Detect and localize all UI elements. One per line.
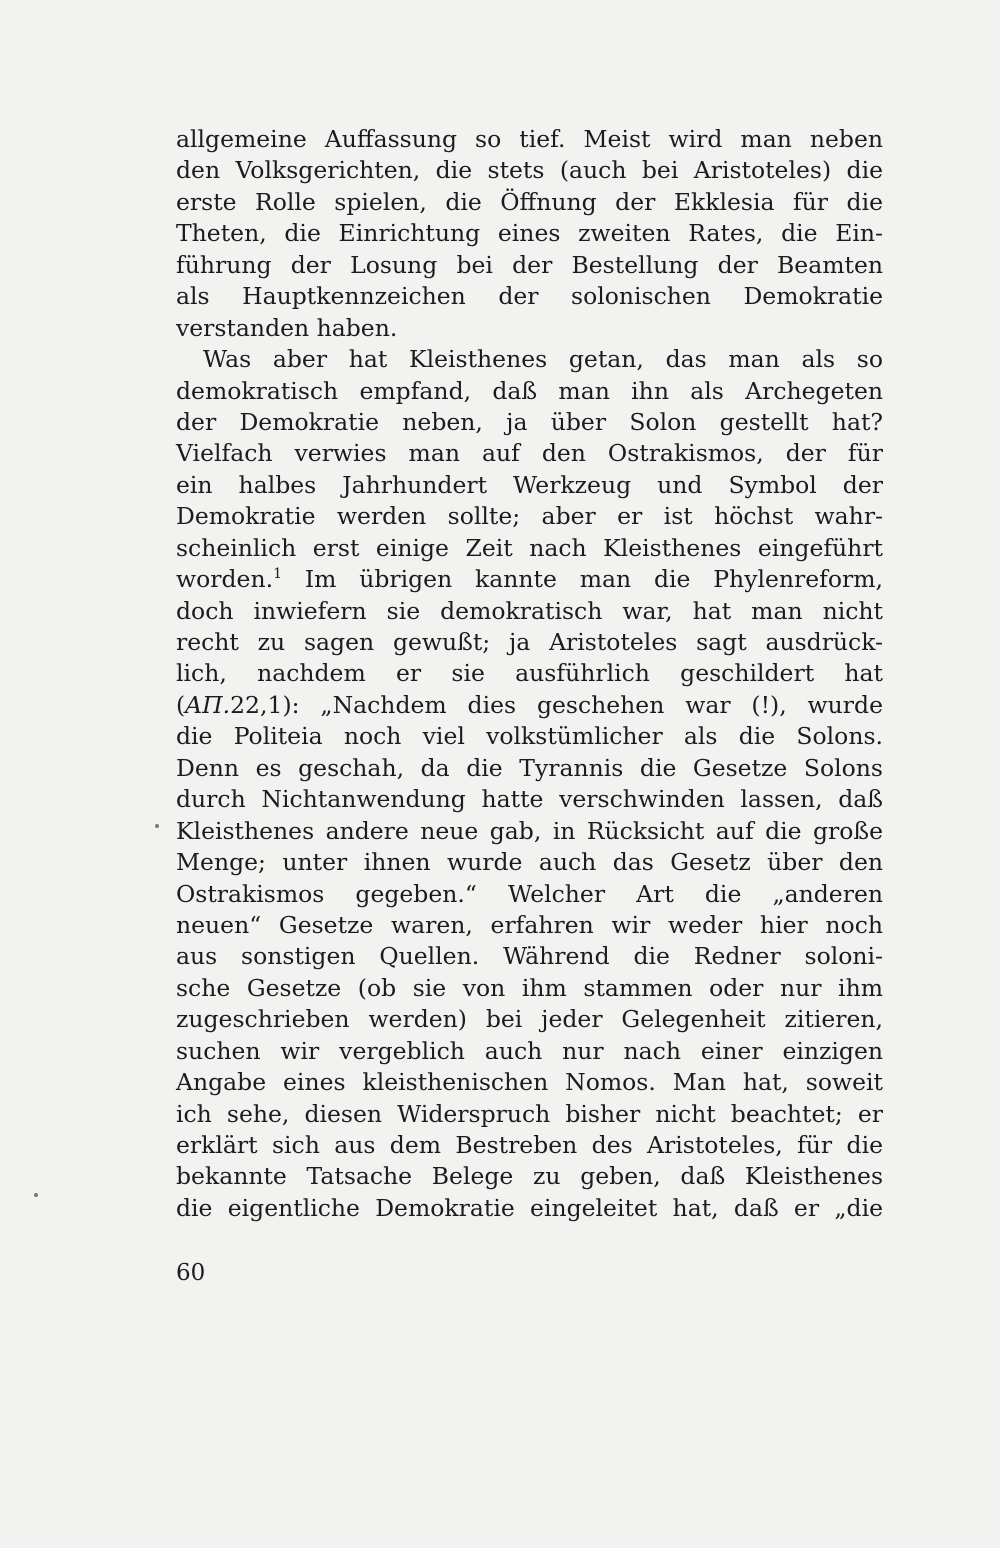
print-speck	[34, 1193, 38, 1197]
text-line: durch Nichtanwendung hatte verschwinden lassen, daß	[176, 785, 883, 814]
citation-abbreviation: ΑΠ.	[185, 690, 231, 719]
text-line: Ostrakismos gegeben.“ Welcher Art die „anderen	[176, 879, 883, 908]
text-line: lich, nachdem er sie ausführlich geschildert hat	[176, 659, 883, 688]
text-line: allgemeine Auffassung so tief. Meist wird man neben	[176, 125, 883, 153]
text-line-with-footnote	[176, 564, 883, 595]
text-line: die eigentliche Demokratie eingeleitet hat, daß er „die	[176, 1193, 883, 1222]
body-text	[176, 124, 883, 1224]
text-line: Vielfach verwies man auf den Ostrakismos, der für	[176, 439, 883, 468]
text-line: Demokratie werden sollte; aber er ist höchst wahr-	[176, 502, 883, 531]
text-line: der Demokratie neben, ja über Solon gestellt hat?	[176, 407, 883, 436]
paragraph-start-line: Was aber hat Kleisthenes getan, das man als so	[203, 345, 883, 374]
text-line: erste Rolle spielen, die Öffnung der Ekklesia für die	[176, 187, 883, 216]
text-line: ein halbes Jahrhundert Werkzeug und Symbol der	[176, 470, 883, 499]
text-line: suchen wir vergeblich auch nur nach einer einzigen	[176, 1036, 883, 1065]
text-line: Kleisthenes andere neue gab, in Rücksicht auf die große	[176, 816, 883, 845]
text-line: Denn es geschah, da die Tyrannis die Gesetze Solons	[176, 753, 883, 782]
page-number: 60	[176, 1260, 206, 1286]
text-line: führung der Losung bei der Bestellung der Beamten	[176, 250, 883, 279]
text-line: demokratisch empfand, daß man ihn als Archegeten	[176, 376, 883, 405]
text-line: scheinlich erst einige Zeit nach Kleisthenes eingeführt	[176, 533, 883, 562]
text-line: verstanden haben.	[176, 313, 398, 342]
text-line: Angabe eines kleisthenischen Nomos. Man hat, soweit	[176, 1068, 883, 1097]
text-segment: ): „Nachdem dies geschehen war (!), wurde	[282, 690, 883, 719]
text-line: sche Gesetze (ob sie von ihm stammen oder nur ihm	[176, 973, 883, 1002]
text-line-with-citation: (ΑΠ.22,1): „Nachdem dies geschehen war (!), wurde	[176, 690, 883, 719]
text-line: Menge; unter ihnen wurde auch das Gesetz über den	[176, 848, 883, 877]
text-line: als Hauptkennzeichen der solonischen Demokratie	[176, 282, 883, 311]
text-line: neuen“ Gesetze waren, erfahren wir weder hier noch	[176, 910, 883, 939]
text-line: Theten, die Einrichtung eines zweiten Rates, die Ein-	[176, 219, 883, 248]
footnote-marker: 1	[273, 566, 282, 583]
text-line: aus sonstigen Quellen. Während die Redner soloni-	[176, 942, 883, 971]
print-speck	[155, 824, 159, 828]
text-line: erklärt sich aus dem Bestreben des Aristoteles, für die	[176, 1131, 883, 1159]
text-line: doch inwiefern sie demokratisch war, hat man nicht	[176, 596, 883, 625]
text-line: bekannte Tatsache Belege zu geben, daß Kleisthenes	[176, 1162, 883, 1191]
text-line: den Volksgerichten, die stets (auch bei Aristoteles) die	[176, 156, 883, 185]
text-segment: Im übrigen kannte man die Phylenreform,	[304, 565, 883, 594]
text-segment: worden.	[176, 565, 274, 594]
text-line: ich sehe, diesen Widerspruch bisher nicht beachtet; er	[176, 1099, 883, 1128]
text-line: die Politeia noch viel volkstümlicher als die Solons.	[176, 722, 883, 751]
text-line: recht zu sagen gewußt; ja Aristoteles sagt ausdrück-	[176, 628, 883, 656]
citation-number: 22,1	[230, 690, 283, 719]
text-line: zugeschrieben werden) bei jeder Gelegenheit zitieren,	[176, 1005, 883, 1034]
